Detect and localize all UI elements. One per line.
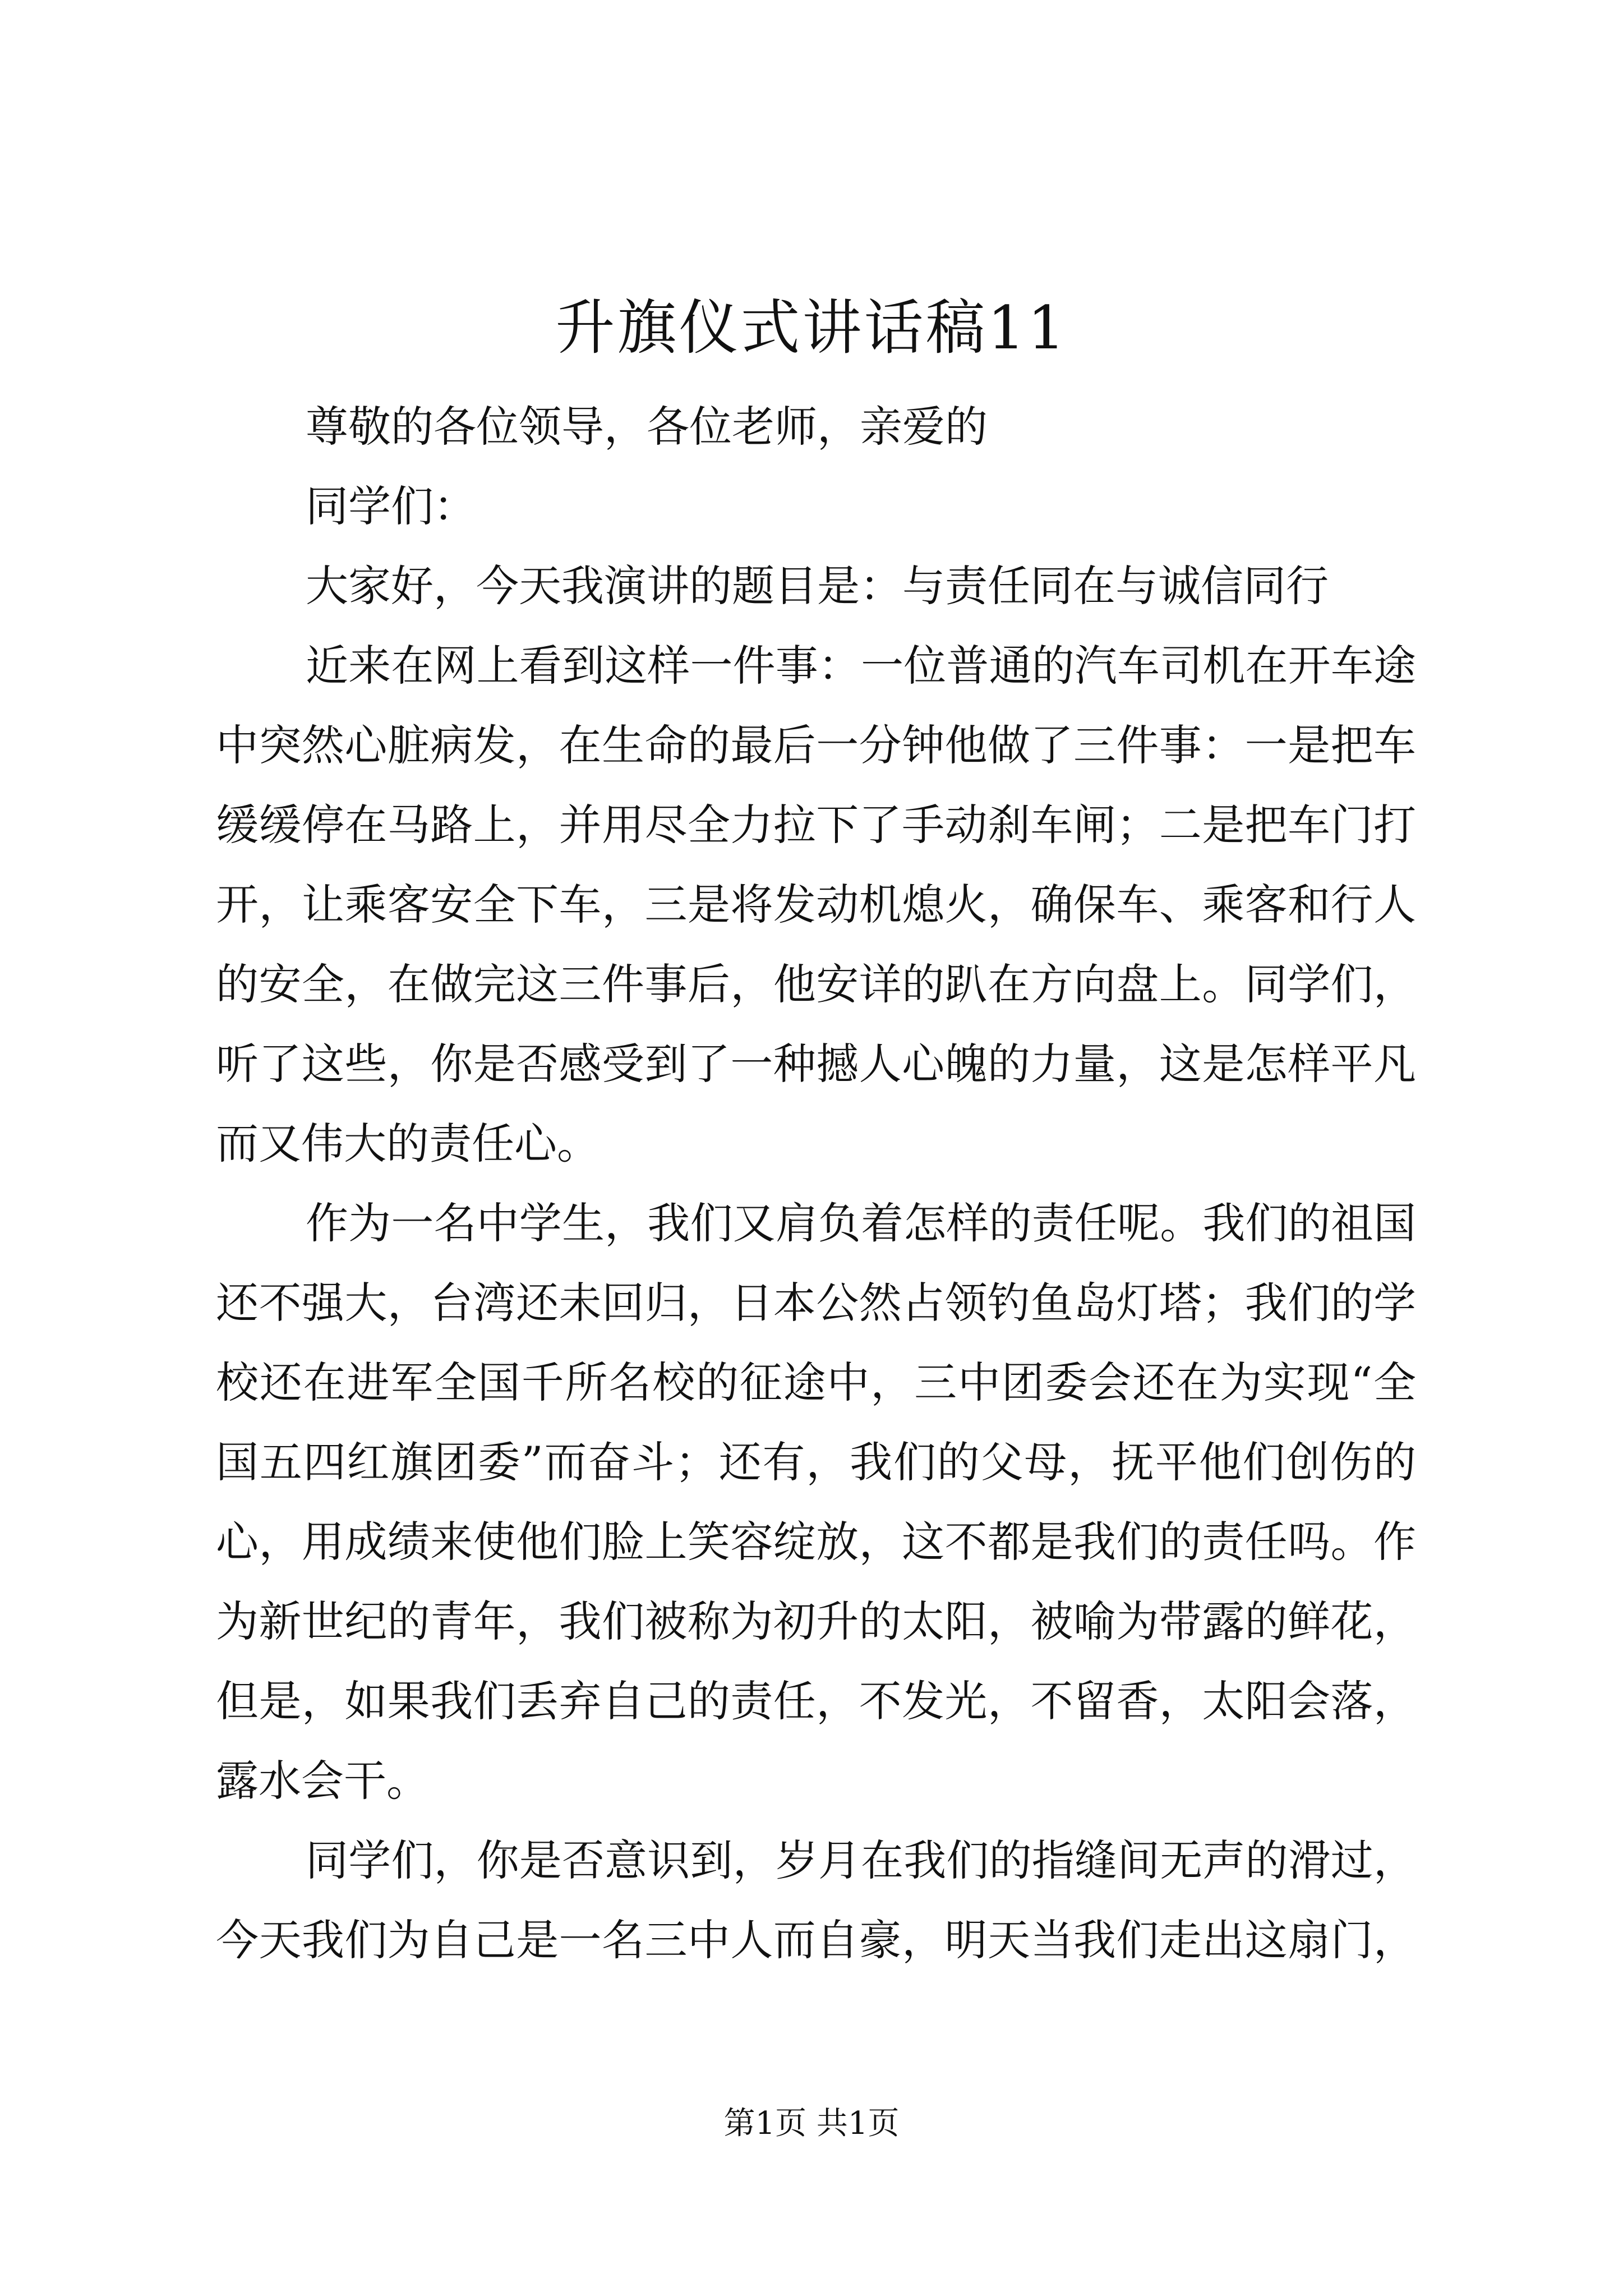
body-line: 国五四红旗团委”而奋斗；还有，我们的父母，抚平他们创伤的 — [216, 1437, 1416, 1487]
body-line: 作为一名中学生，我们又肩负着怎样的责任呢。我们的祖国 — [306, 1198, 1416, 1248]
body-line: 但是，如果我们丢弃自己的责任，不发光，不留香，太阳会落， — [216, 1676, 1416, 1726]
page-footer: 第1页 共1页 — [723, 2105, 900, 2142]
body-line: 还不强大，台湾还未回归，日本公然占领钓鱼岛灯塔；我们的学 — [216, 1278, 1416, 1328]
body-line: 尊敬的各位领导，各位老师，亲爱的 — [306, 402, 988, 452]
body-line: 校还在进军全国千所名校的征途中，三中团委会还在为实现“全 — [216, 1358, 1416, 1407]
body-line: 缓缓停在马路上，并用尽全力拉下了手动刹车闸；二是把车门打 — [216, 800, 1416, 850]
document-title: 升旗仪式讲话稿11 — [555, 293, 1068, 362]
body-line: 心，用成绩来使他们脸上笑容绽放，这不都是我们的责任吗。作 — [216, 1517, 1416, 1567]
body-line: 同学们： — [306, 481, 476, 531]
body-line: 今天我们为自己是一名三中人而自豪，明天当我们走出这扇门， — [216, 1915, 1416, 1965]
body-line: 近来在网上看到这样一件事：一位普通的汽车司机在开车途 — [306, 641, 1416, 691]
body-line: 露水会干。 — [216, 1756, 429, 1806]
body-line: 中突然心脏病发，在生命的最后一分钟他做了三件事：一是把车 — [216, 720, 1416, 770]
body-line: 同学们，你是否意识到，岁月在我们的指缝间无声的滑过， — [306, 1835, 1416, 1885]
document-body — [216, 387, 1416, 1980]
body-line: 为新世纪的青年，我们被称为初升的太阳，被喻为带露的鲜花， — [216, 1596, 1416, 1646]
body-line: 而又伟大的责任心。 — [216, 1119, 600, 1168]
body-line: 听了这些，你是否感受到了一种撼人心魄的力量，这是怎样平凡 — [216, 1039, 1416, 1089]
body-line: 开，让乘客安全下车，三是将发动机熄火，确保车、乘客和行人 — [216, 880, 1416, 930]
body-line: 的安全，在做完这三件事后，他安详的趴在方向盘上。同学们， — [216, 959, 1416, 1009]
body-line: 大家好，今天我演讲的题目是：与责任同在与诚信同行 — [306, 561, 1329, 611]
